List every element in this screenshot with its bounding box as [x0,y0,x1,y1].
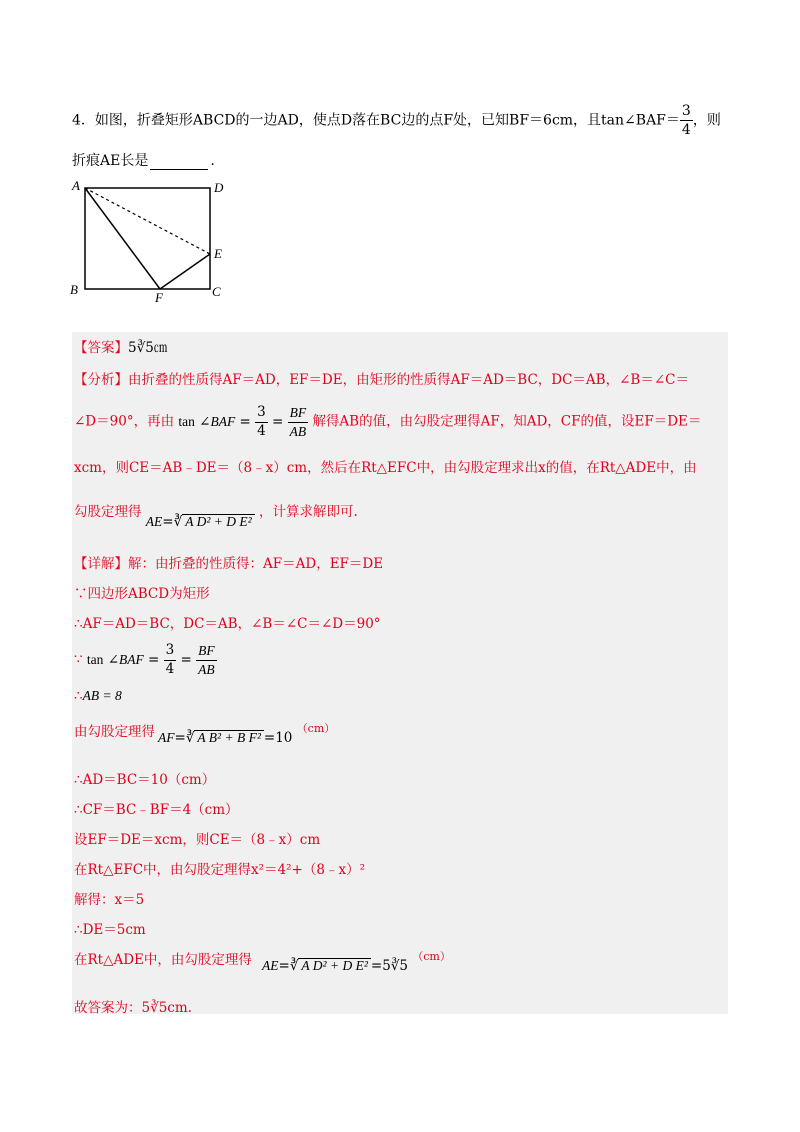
detail-text-10: 在Rt△EFC中，由勾股定理得x²＝4²+（8﹣x）² [74,862,365,878]
angle-symbol-2: ∠ [107,651,119,668]
detail-tag: 【详解】 [74,556,128,572]
radicand-3: A D² + D E² [298,958,370,974]
equals: = [239,413,251,430]
final-answer: 故答案为：5∛5cm. [74,1000,192,1016]
fraction-3-4 [255,406,268,438]
question-line-1 [72,104,721,137]
fraction-bf-ab-b [196,644,217,676]
question-suffix: . [210,153,215,169]
num-3-b: 3 [164,644,177,661]
detail-text-3: ∴AF＝AD＝BC，DC＝AB，∠B＝∠C＝∠D＝90° [74,616,381,632]
radicand: A D² + D E² [182,514,254,530]
detail-text-9: 设EF＝DE＝xcm，则CE＝（8﹣x）cm [74,832,321,848]
analysis-line-2 [74,406,701,438]
solution-box [72,332,728,1014]
detail-text-7: ∴AD＝BC＝10（cm） [74,772,216,788]
analysis-text-2b: 解得AB的值，由勾股定理得AF，知AD，CF的值，设EF＝DE＝ [312,413,702,430]
analysis-text-2a: ∠D＝90°，再由 [74,413,175,430]
tan-label: tan [178,413,195,429]
analysis-tan-formula [178,404,312,439]
label-d: D [214,180,224,195]
detail-line-14 [74,996,192,1016]
unit-cm-2: （cm） [412,950,451,963]
because-symbol: ∵ [74,651,83,668]
tan-label-2: tan [86,651,104,667]
detail-line-4 [74,644,217,676]
analysis-text-4a: 勾股定理得 [74,504,142,520]
question-text: 4．如图，折叠矩形ABCD的一边AD，使点D落在BC边的点F处，已知BF＝6cm，且tan∠BAF＝ [72,112,680,129]
label-f: F [155,290,163,305]
num-bf-b: BF [196,644,217,661]
detail-text-1: 解：由折叠的性质得：AF＝AD，EF＝DE [128,556,384,572]
label-c: C [212,284,221,299]
detail-tan-formula [86,642,217,677]
equals-8: = [278,958,290,974]
detail-text-8: ∴CF＝BC﹣BF＝4（cm） [74,802,239,818]
frac-denominator: 4 [681,122,691,138]
answer-line [74,336,167,356]
detail-ae-formula-line [262,950,451,974]
angle-symbol: ∠ [199,413,211,430]
den-4: 4 [257,422,266,439]
radical-icon-2: ∛ [185,730,195,746]
radicand-2: A B² + B F² [194,730,263,746]
question-line-2 [72,150,215,170]
equals-4: = [148,651,160,668]
detail-text-6: 由勾股定理得 [74,724,155,740]
question-prefix: 折痕AE长是 [72,153,149,169]
detail-text-2: ∵四边形ABCD为矩形 [74,586,210,602]
num-bf: BF [288,406,309,423]
detail-line-8 [74,798,239,818]
radical-icon-3: ∛ [289,958,299,974]
analysis-line-1 [74,368,689,388]
ae-var: AE [145,514,163,529]
detail-line-13 [74,948,252,968]
equals-3: = [162,514,174,530]
analysis-text-3: xcm，则CE＝AB﹣DE＝（8﹣x）cm，然后在Rt△EFC中，由勾股定理求出x的值，在Rt△ADE中，由 [74,460,697,476]
analysis-line-4 [74,500,358,530]
answer-blank [150,155,208,170]
detail-text-13: 在Rt△ADE中，由勾股定理得 [74,952,252,968]
detail-line-6 [74,720,155,740]
detail-line-10 [74,858,365,878]
detail-af-formula [158,730,297,746]
equals-2: = [272,413,284,430]
num-3: 3 [255,406,268,423]
detail-line-7 [74,768,215,788]
unit-cm-1: （cm） [296,722,336,735]
detail-line-12 [74,918,146,938]
detail-line-2 [74,582,210,602]
label-a: A [72,178,80,193]
frac-numerator: 3 [681,103,691,119]
segment-ae-dashed [85,188,210,254]
den-ab-b: AB [198,661,215,677]
segment-fe [160,254,210,289]
equals-9: = [370,958,383,974]
fraction-bf-ab [288,406,309,438]
angle-name-2: BAF [119,651,144,667]
ab-value: AB = 8 [82,688,122,703]
answer-value: 5∛5㎝ [128,340,168,356]
fraction-3-4-b [164,644,177,676]
analysis-ae-formula [146,514,259,530]
question-tail: ，则 [692,112,721,129]
ae-var-2: AE [262,958,279,973]
answer-tag: 【答案】 [74,340,128,356]
den-4-b: 4 [165,660,175,677]
ae-value: 5∛5 [382,958,408,974]
equals-5: = [180,651,192,668]
equals-7: = [263,730,276,746]
rectangle-abcd [85,188,210,289]
den-ab: AB [289,423,307,439]
af-value: 10 [275,730,293,746]
analysis-line-3 [74,456,697,476]
radical-icon: ∛ [173,514,183,530]
therefore-symbol: ∴ [74,688,83,704]
detail-line-11 [74,888,144,908]
analysis-text-4b: ，计算求解即可. [258,504,358,520]
detail-line-9 [74,828,320,848]
angle-name: BAF [210,413,236,429]
detail-line-1 [74,552,383,572]
detail-text-12: ∴DE＝5cm [74,922,146,938]
equals-6: = [174,730,186,746]
label-e: E [214,246,222,261]
label-b: B [70,282,78,297]
af-var: AF [158,730,175,745]
detail-line-5 [74,688,122,704]
segment-af [85,188,160,289]
tan-fraction [680,104,693,137]
analysis-tag: 【分析】 [74,372,128,388]
detail-ae-formula [262,958,412,974]
analysis-text-1: 由折叠的性质得AF＝AD，EF＝DE，由矩形的性质得AF＝AD＝BC，DC＝AB，∠B＝∠C＝ [128,372,689,388]
detail-af-formula-line [158,722,336,746]
detail-text-11: 解得：x＝5 [74,892,145,908]
detail-line-3 [74,612,381,632]
